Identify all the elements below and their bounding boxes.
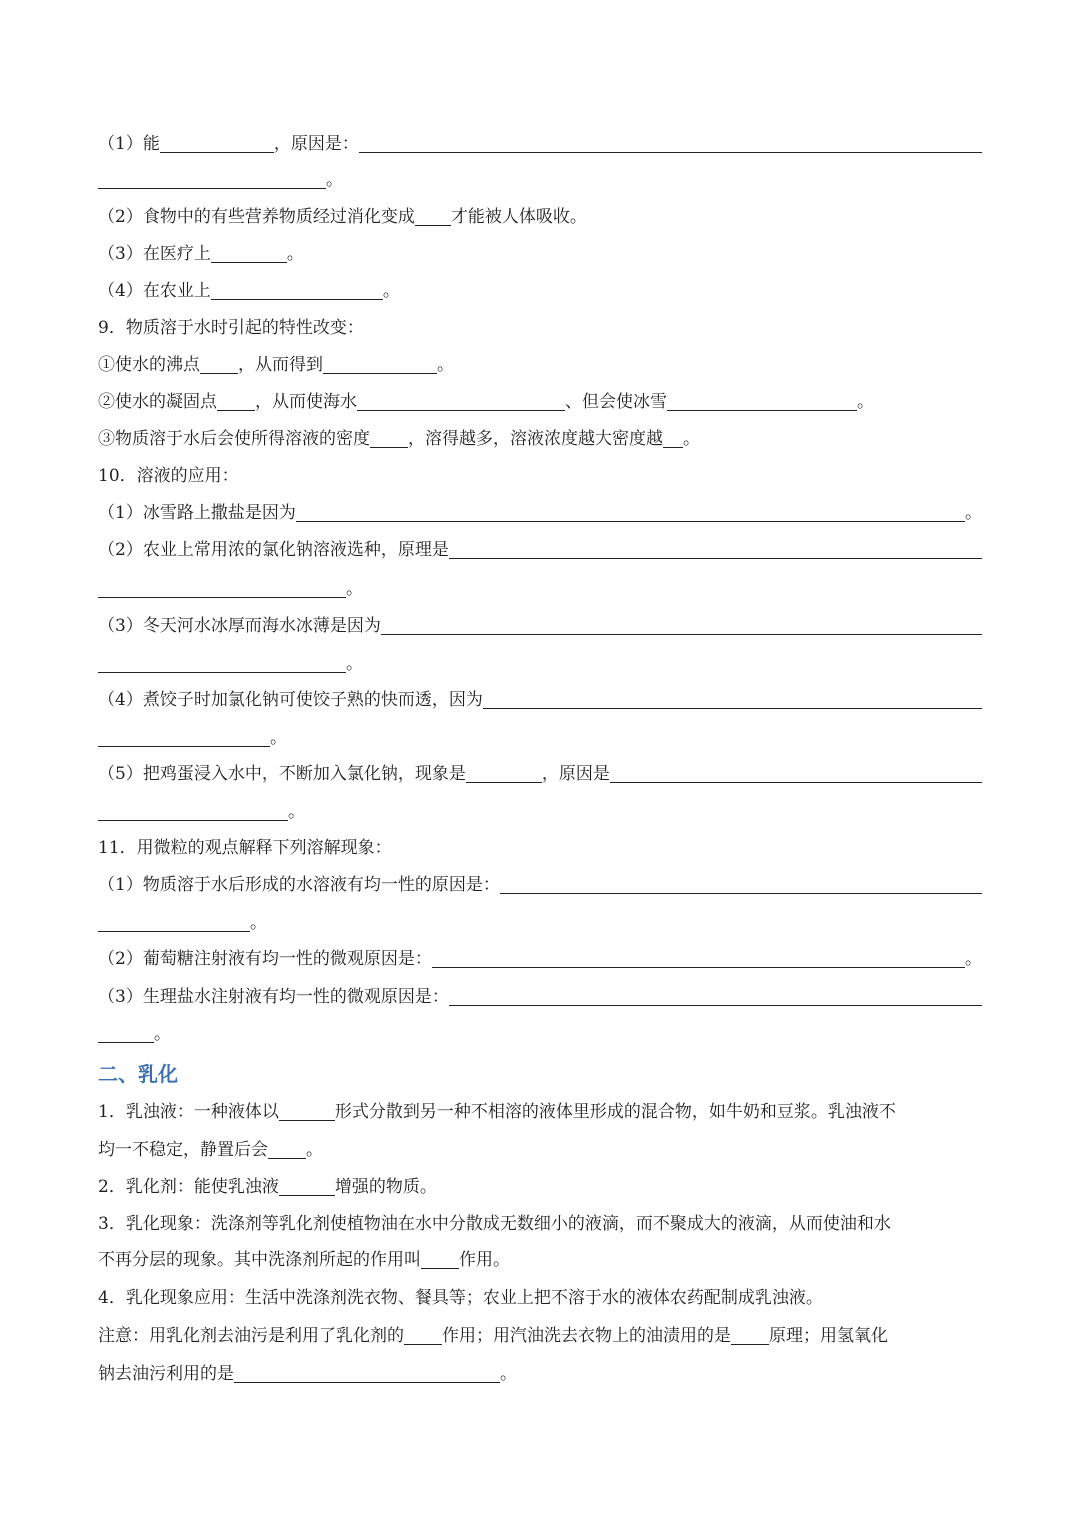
text: ③物质溶于水后会使所得溶液的密度 <box>98 429 370 449</box>
line-33 <box>98 1360 982 1386</box>
text: 注意：用乳化剂去油污是利用了乳化剂的 <box>98 1326 404 1346</box>
answer-blank[interactable] <box>357 390 565 411</box>
line-21 <box>98 871 982 897</box>
line-19 <box>98 798 982 824</box>
text: 11．用微粒的观点解释下列溶解现象： <box>98 838 392 858</box>
text: ，从而使海水 <box>255 392 357 412</box>
answer-blank[interactable] <box>323 353 437 374</box>
text: 。 <box>382 281 400 301</box>
text: （3）冬天河水冰厚而海水冰薄是因为 <box>98 616 381 636</box>
text: 增强的物质。 <box>334 1177 437 1197</box>
line-18 <box>98 760 982 786</box>
line-5 <box>98 277 982 303</box>
text: 。 <box>250 913 267 933</box>
text: （4）在农业上 <box>98 281 211 301</box>
text: 。 <box>965 949 982 969</box>
answer-blank[interactable] <box>421 1248 459 1269</box>
line-25 <box>98 1020 982 1046</box>
text: （2）农业上常用浓的氯化钠溶液选种，原理是 <box>98 540 449 560</box>
text: 形式分散到另一种不相溶的液体里形成的混合物，如牛奶和豆浆。乳浊液不 <box>334 1102 896 1122</box>
answer-blank[interactable] <box>160 132 274 153</box>
text: 。 <box>437 355 454 375</box>
text: 。 <box>288 802 305 822</box>
answer-blank[interactable] <box>98 168 326 189</box>
answer-blank[interactable] <box>98 652 346 673</box>
answer-blank[interactable] <box>449 538 982 559</box>
line-13 <box>98 575 982 601</box>
text: 作用。 <box>459 1250 510 1270</box>
text: ，原因是 <box>541 764 610 784</box>
text: ，从而得到 <box>238 355 323 375</box>
text: 。 <box>683 429 700 449</box>
answer-blank[interactable] <box>279 1175 335 1196</box>
answer-blank[interactable] <box>610 762 982 783</box>
text: （5）把鸡蛋浸入水中，不断加入氯化钠，现象是 <box>98 764 466 784</box>
line-23 <box>98 945 982 971</box>
text: 。 <box>965 503 982 523</box>
text: 1．乳浊液：一种液体以 <box>98 1102 279 1122</box>
answer-blank[interactable] <box>98 577 346 598</box>
line-7 <box>98 351 982 377</box>
answer-blank[interactable] <box>483 688 982 709</box>
answer-blank[interactable] <box>296 501 965 522</box>
text: 。 <box>154 1024 171 1044</box>
answer-blank[interactable] <box>98 800 288 821</box>
line-24 <box>98 983 982 1009</box>
answer-blank[interactable] <box>663 427 683 448</box>
text: 原理；用氢氧化 <box>769 1326 888 1346</box>
line-6 <box>98 314 982 340</box>
text: 。 <box>306 1140 323 1160</box>
line-8 <box>98 388 982 414</box>
line-11 <box>98 499 982 525</box>
text: 10．溶液的应用： <box>98 466 239 486</box>
line-12 <box>98 536 982 562</box>
text: （1）冰雪路上撒盐是因为 <box>98 503 296 523</box>
answer-blank[interactable] <box>98 911 250 932</box>
line-9 <box>98 425 982 451</box>
text: （2）葡萄糖注射液有均一性的微观原因是： <box>98 949 432 969</box>
text: （1）物质溶于水后形成的水溶液有均一性的原因是： <box>98 875 500 895</box>
text: 。 <box>857 392 874 412</box>
answer-blank[interactable] <box>667 390 857 411</box>
line-28 <box>98 1173 982 1199</box>
text: 不再分层的现象。其中洗涤剂所起的作用叫 <box>98 1250 421 1270</box>
answer-blank[interactable] <box>98 1022 154 1043</box>
line-30 <box>98 1246 982 1272</box>
answer-blank[interactable] <box>466 762 542 783</box>
text: （3）生理盐水注射液有均一性的微观原因是： <box>98 987 449 1007</box>
answer-blank[interactable] <box>432 947 965 968</box>
line-4 <box>98 240 982 266</box>
line-1 <box>98 130 982 156</box>
answer-blank[interactable] <box>211 279 383 300</box>
answer-blank[interactable] <box>381 614 982 635</box>
text: 4．乳化现象应用：生活中洗涤剂洗衣物、餐具等；农业上把不溶于水的液体农药配制成乳浊液。 <box>98 1288 823 1308</box>
answer-blank[interactable] <box>404 1324 442 1345</box>
text: 2．乳化剂：能使乳浊液 <box>98 1177 279 1197</box>
text: 才能被人体吸收。 <box>450 207 587 227</box>
answer-blank[interactable] <box>234 1362 500 1383</box>
line-32 <box>98 1322 982 1348</box>
text: ②使水的凝固点 <box>98 392 217 412</box>
answer-blank[interactable] <box>200 353 238 374</box>
answer-blank[interactable] <box>268 1138 306 1159</box>
text: ，原因是： <box>273 134 359 154</box>
section-heading: 二、乳化 <box>98 1062 178 1086</box>
line-27 <box>98 1136 982 1162</box>
line-22 <box>98 909 982 935</box>
line-10 <box>98 462 982 488</box>
answer-blank[interactable] <box>500 873 982 894</box>
text: （4）煮饺子时加氯化钠可使饺子熟的快而透，因为 <box>98 690 483 710</box>
text: （1）能 <box>98 134 160 154</box>
text: 。 <box>500 1364 517 1384</box>
text: 9．物质溶于水时引起的特性改变： <box>98 318 364 338</box>
answer-blank[interactable] <box>415 205 451 226</box>
text: ①使水的沸点 <box>98 355 200 375</box>
line-16 <box>98 686 982 712</box>
text: 。 <box>346 654 363 674</box>
line-29 <box>98 1210 982 1236</box>
text: （3）在医疗上 <box>98 244 211 264</box>
text: 钠去油污利用的是 <box>98 1364 234 1384</box>
answer-blank[interactable] <box>98 726 270 747</box>
line-20 <box>98 834 982 860</box>
text: 、但会使冰雪 <box>565 392 667 412</box>
answer-blank[interactable] <box>370 427 408 448</box>
text: ，溶得越多，溶液浓度越大密度越 <box>408 429 663 449</box>
line-2 <box>98 166 982 192</box>
text: 。 <box>286 244 304 264</box>
text: 。 <box>270 728 287 748</box>
line-15 <box>98 650 982 676</box>
answer-blank[interactable] <box>449 985 982 1006</box>
line-3 <box>98 203 982 229</box>
text: 作用；用汽油洗去衣物上的油渍用的是 <box>442 1326 731 1346</box>
text: 。 <box>326 170 343 190</box>
line-14 <box>98 612 982 638</box>
line-31 <box>98 1284 982 1310</box>
text: （2）食物中的有些营养物质经过消化变成 <box>98 207 415 227</box>
text: 均一不稳定，静置后会 <box>98 1140 268 1160</box>
answer-blank[interactable] <box>731 1324 769 1345</box>
text: 3．乳化现象：洗涤剂等乳化剂使植物油在水中分散成无数细小的液滴，而不聚成大的液滴，从而使油和水 <box>98 1214 891 1234</box>
line-26 <box>98 1098 982 1124</box>
answer-blank[interactable] <box>211 242 287 263</box>
answer-blank[interactable] <box>279 1100 335 1121</box>
answer-blank[interactable] <box>217 390 255 411</box>
answer-blank[interactable] <box>359 132 982 153</box>
line-17 <box>98 724 982 750</box>
text: 。 <box>346 579 363 599</box>
